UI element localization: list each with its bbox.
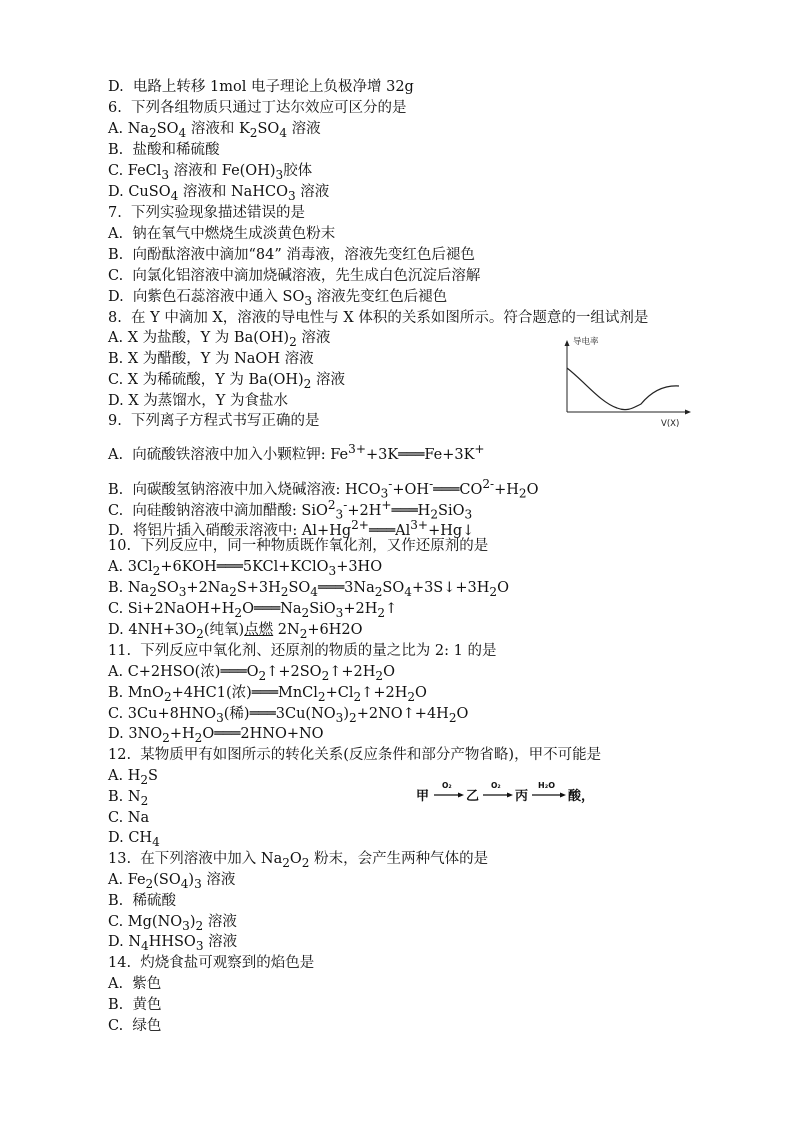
text-line: A. $Na_2SO_4$ 溶液和 $K_2SO_4$ 溶液 — [108, 121, 321, 140]
text-line: C. $Si+2NaOH+H_2O═══Na_2SiO_3+2H_2↑$ — [108, 601, 398, 620]
text-line: B. 稀硫酸 — [108, 893, 176, 909]
conductivity-curve — [567, 368, 679, 410]
text-line: 14. 灼烧食盐可观察到的焰色是 — [108, 955, 315, 971]
scheme-node-bing: 丙 — [515, 789, 529, 804]
scheme-node-acid: 酸， — [568, 789, 595, 804]
graph-x-axis-arrow — [685, 410, 691, 415]
graph-y-axis-arrow — [565, 340, 570, 346]
text-line: 8. 在 Y 中滴加 X，溶液的导电性与 X 体积的关系如图所示。符合题意的一组试剂是 — [108, 310, 649, 326]
conductivity-graph-svg — [555, 330, 695, 430]
scheme-reagent-3: H₂O — [538, 781, 555, 790]
scheme-node-yi: 乙 — [466, 789, 480, 804]
conversion-scheme-svg — [414, 775, 614, 807]
text-line: A. 向硫酸铁溶液中加入小颗粒钾: $Fe^{3+}+3K═══Fe+3K^+$ — [108, 442, 485, 463]
text-line: B. MnO$_2$+4HC1(浓)$═══MnCl_2+Cl_2↑+2H_2O$ — [108, 685, 427, 704]
text-line: C. 向硅酸钠溶液中滴加醋酸: $SiO^2_3^-+2H^+═══H_2SiO_3$ — [108, 498, 473, 522]
text-line: D. $N_4HHSO_3$ 溶液 — [108, 934, 238, 953]
text-line: D. $CH_4$ — [108, 830, 160, 849]
conductivity-graph — [555, 330, 695, 434]
scheme-arrowhead-3 — [560, 793, 566, 798]
text-line: 9. 下列离子方程式书写正确的是 — [108, 413, 320, 429]
text-line: C. 向氯化铝溶液中滴加烧碱溶液，先生成白色沉淀后溶解 — [108, 268, 481, 284]
text-line: D. $3NO_2+H_2O═══2HNO+NO$ — [108, 726, 324, 745]
text-line: A. $3Cl_2+6KOH═══5KCl+KClO_3+3HO$ — [108, 559, 383, 578]
graph-y-axis-label: 导电率 — [573, 337, 599, 347]
text-line: 10. 下列反应中，同一种物质既作氧化剂，又作还原剂的是 — [108, 538, 489, 554]
graph-x-axis-label: V(X) — [661, 419, 680, 429]
text-line: B. $N_2$ — [108, 789, 149, 808]
text-line: C. FeCl$_3$ 溶液和 $Fe(OH)_3$胶体 — [108, 163, 313, 182]
text-line: C. 绿色 — [108, 1018, 162, 1034]
text-line: 12. 某物质甲有如图所示的转化关系(反应条件和部分产物省略)，甲不可能是 — [108, 747, 602, 763]
text-line: D. 向紫色石蕊溶液中通入 $SO_3$ 溶液先变红色后褪色 — [108, 289, 448, 308]
text-line: D. $4NH+3O_2$(纯氧)点燃 $2N_2+6H2O$ — [108, 622, 363, 641]
text-line: 11. 下列反应中氧化剂、还原剂的物质的量之比为 2: 1 的是 — [108, 643, 497, 659]
text-line: B. $Na_2SO_3+2Na_2S+3H_2SO_4═══3Na_2SO_4+3S↓+3H_2O$ — [108, 580, 509, 599]
scheme-arrowhead-1 — [458, 793, 464, 798]
text-line: C. Na — [108, 810, 150, 826]
text-line: B. 向酚酞溶液中滴加“84” 消毒液，溶液先变红色后褪色 — [108, 247, 475, 263]
text-line: B. 黄色 — [108, 997, 162, 1013]
text-line: C. X 为稀硫酸，Y 为 $Ba(OH)_2$ 溶液 — [108, 372, 345, 391]
text-line: C. $3Cu+8HNO_3$(稀)$═══3Cu(NO_3)_2+2NO↑+4H_2O$ — [108, 706, 469, 725]
text-line: C. $Mg(NO_3)_2$ 溶液 — [108, 914, 237, 933]
text-line: D. 将铝片插入硝酸汞溶液中: $Al+Hg^{2+}═══Al^{3+}+Hg↓$ — [108, 518, 475, 539]
scheme-arrowhead-2 — [507, 793, 513, 798]
text-line: D. CuSO$_4$ 溶液和 NaHCO$_3$ 溶液 — [108, 184, 330, 203]
text-line: B. X 为醋酸，Y 为 NaOH 溶液 — [108, 351, 314, 367]
scheme-reagent-1: O₂ — [442, 781, 452, 790]
text-line: A. $Fe_2(SO_4)_3$ 溶液 — [108, 872, 236, 891]
text-line: 6. 下列各组物质只通过丁达尔效应可区分的是 — [108, 100, 407, 116]
text-line: 7. 下列实验现象描述错误的是 — [108, 205, 306, 221]
text-line: B. 向碳酸氢钠溶液中加入烧碱溶液: $HCO_3^-+OH^-═══CO^{2-}+H_2O$ — [108, 477, 539, 501]
text-line: A. 紫色 — [108, 976, 162, 992]
text-line: D. X 为蒸馏水，Y 为食盐水 — [108, 393, 288, 409]
scheme-node-jia: 甲 — [416, 789, 430, 804]
text-line: D. 电路上转移 1mol 电子理论上负极净增 32g — [108, 79, 414, 95]
text-line: B. 盐酸和稀硫酸 — [108, 142, 220, 158]
text-line: A. X 为盐酸，Y 为 $Ba(OH)_2$ 溶液 — [108, 330, 331, 349]
conversion-scheme — [414, 775, 614, 811]
text-line: A. $H_2S$ — [108, 768, 158, 787]
text-line: 13. 在下列溶液中加入 $Na_2O_2$ 粉末，会产生两种气体的是 — [108, 851, 489, 870]
text-line: A. 钠在氧气中燃烧生成淡黄色粉末 — [108, 226, 336, 242]
text-line: A. C+2HSO(浓)$═══O_2↑+2SO_2↑+2H_2O$ — [108, 664, 395, 683]
scheme-reagent-2: O₂ — [491, 781, 501, 790]
